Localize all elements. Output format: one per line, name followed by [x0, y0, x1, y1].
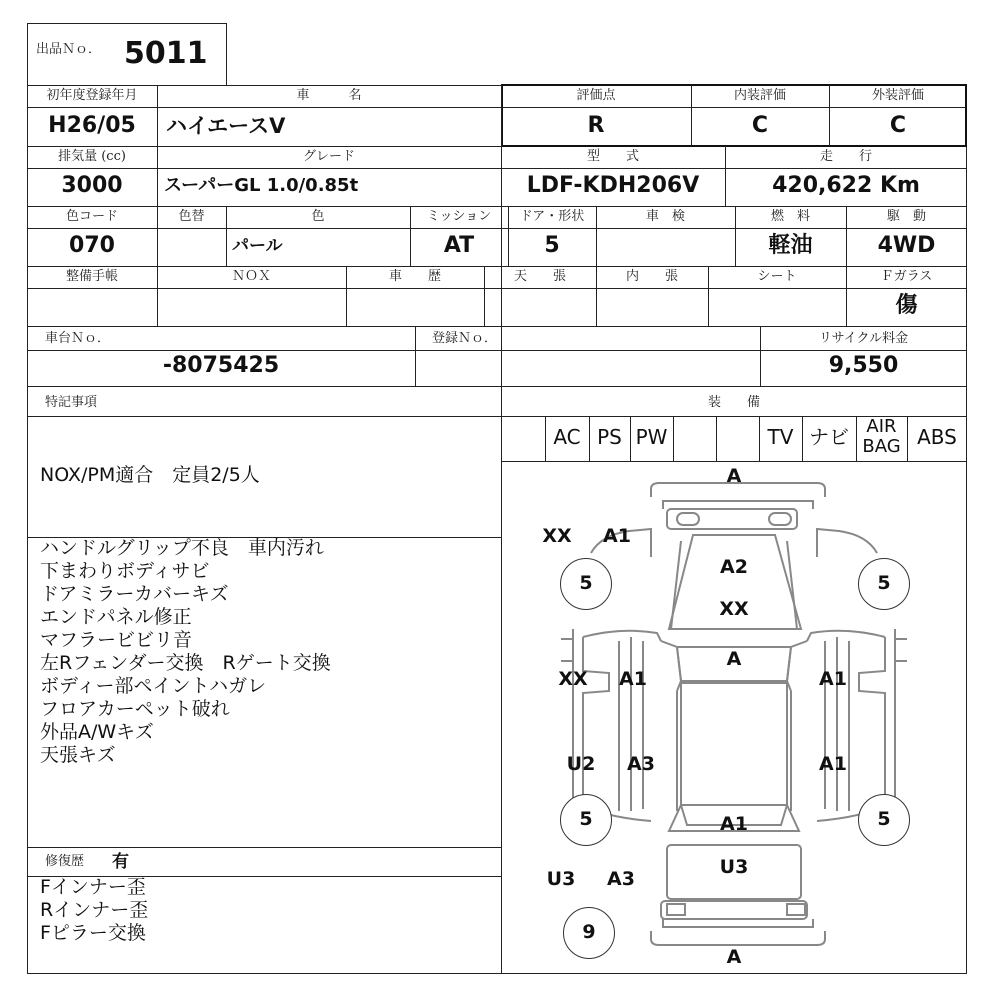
door-value: 5 — [544, 233, 560, 258]
history-label: 車 歴 — [388, 269, 441, 284]
recycle-value: 9,550 — [828, 353, 899, 378]
recycle-label: リサイクル料金 — [818, 331, 909, 346]
score-label: 評価点 — [576, 88, 616, 103]
fglass-label: Ｆガラス — [880, 269, 933, 284]
exterior-grade-label: 外装評価 — [871, 88, 924, 103]
grade-label: グレード — [302, 149, 355, 164]
first-reg-label: 初年度登録年月 — [46, 88, 138, 103]
color-label: 色 — [311, 209, 325, 224]
seat-label: シート — [757, 269, 797, 284]
damage-left-rear-2: A3 — [627, 753, 655, 775]
chassis-value: -8075425 — [162, 353, 280, 378]
equip-tv: TV — [767, 425, 794, 449]
damage-rear-lower: A1 — [720, 813, 748, 835]
damage-hood-1: A2 — [720, 556, 748, 578]
model-value: LDF-KDH206V — [526, 173, 700, 198]
note-line: ハンドルグリップ不良 車内汚れ — [40, 537, 324, 559]
equipment-label: 装 備 — [707, 395, 760, 410]
mission-label: ミッション — [426, 209, 492, 224]
fuel-label: 燃 料 — [770, 209, 810, 224]
damage-right-door: A1 — [819, 668, 847, 690]
tire-rear-left: 5 — [560, 794, 612, 846]
damage-right-rear: A1 — [819, 753, 847, 775]
equip-abs: ABS — [917, 425, 957, 449]
exterior-grade-value: C — [889, 113, 907, 138]
repair-line: Fインナー歪 — [40, 876, 146, 898]
displacement-value: 3000 — [61, 173, 123, 198]
tire-front-left: 5 — [560, 558, 612, 610]
equip-airbag: AIR BAG — [862, 416, 901, 457]
car-name-label: 車 名 — [296, 88, 362, 103]
damage-hood-2: XX — [719, 598, 749, 620]
repair-line: Fピラー交換 — [40, 922, 146, 944]
equip-pw: PW — [635, 425, 668, 449]
mileage-value: 420,622 Km — [772, 173, 920, 198]
damage-front-bumper: A — [726, 465, 742, 487]
color-code-value: 070 — [69, 233, 115, 258]
spare-tire: 9 — [563, 907, 615, 959]
equip-navi: ナビ — [809, 425, 849, 449]
displacement-label: 排気量 (cc) — [58, 149, 126, 164]
note-line: 左Rフェンダー交換 Rゲート交換 — [40, 652, 331, 674]
drive-label: 駆 動 — [886, 209, 926, 224]
damage-left-door-2: A1 — [619, 668, 647, 690]
damage-left-rear-1: U2 — [566, 753, 596, 775]
lot-number-box — [27, 23, 227, 85]
note-line: エンドパネル修正 — [40, 606, 192, 628]
note-line: ボディー部ペイントハガレ — [40, 675, 267, 697]
equip-ps: PS — [597, 425, 622, 449]
car-name-value: ハイエースV — [166, 114, 286, 138]
color-code-label: 色コード — [65, 209, 118, 224]
note-line: マフラービビリ音 — [40, 629, 193, 651]
interior-grade-value: C — [751, 113, 769, 138]
inspection-label: 車 検 — [645, 209, 685, 224]
damage-rear-left-2: A3 — [607, 868, 635, 890]
nox-label: ＮＯＸ — [231, 269, 271, 284]
model-label: 型 式 — [586, 149, 639, 164]
repair-history-label: 修復歴 — [45, 854, 85, 869]
damage-front-left-1: XX — [542, 525, 572, 547]
maintenance-label: 整備手帳 — [65, 269, 118, 284]
note-line: 天張キズ — [40, 744, 116, 766]
mission-value: AT — [443, 233, 475, 258]
note-line: フロアカーペット破れ — [40, 698, 230, 720]
color-change-label: 色替 — [178, 209, 205, 224]
tire-front-right: 5 — [858, 558, 910, 610]
damage-rear-bumper: A — [726, 946, 742, 968]
equip-ac: AC — [553, 425, 581, 449]
note-line: 外品A/Wキズ — [40, 721, 154, 743]
damage-rear-left-1: U3 — [546, 868, 576, 890]
notes-label: 特記事項 — [45, 395, 98, 410]
registration-label: 登録Ｎｏ． — [432, 331, 498, 346]
repair-history-value: 有 — [112, 852, 129, 872]
door-label: ドア・形状 — [519, 209, 585, 224]
lot-number-label: 出品Ｎｏ． — [36, 42, 102, 57]
damage-rear-gate: U3 — [719, 856, 749, 878]
score-value: R — [587, 113, 605, 138]
fuel-value: 軽油 — [768, 233, 813, 258]
repair-line: Rインナー歪 — [40, 899, 149, 921]
drive-value: 4WD — [877, 233, 936, 258]
color-value: パール — [232, 236, 283, 256]
first-reg-value: H26/05 — [48, 113, 136, 138]
interior-trim-label: 内 張 — [625, 269, 678, 284]
tire-rear-right: 5 — [858, 794, 910, 846]
note-line: 下まわりボディサビ — [40, 560, 210, 582]
roof-label: 天 張 — [513, 269, 566, 284]
note-line: ドアミラーカバーキズ — [40, 583, 229, 605]
damage-left-door-1: XX — [558, 668, 588, 690]
damage-front-left-2: A1 — [603, 525, 631, 547]
interior-grade-label: 内装評価 — [733, 88, 786, 103]
mileage-label: 走 行 — [819, 149, 872, 164]
damage-windshield: A — [726, 648, 742, 670]
chassis-label: 車台Ｎｏ． — [45, 331, 111, 346]
lot-number: 5011 — [124, 36, 208, 71]
grade-value: スーパーGL 1.0/0.85t — [164, 175, 359, 196]
fglass-value: 傷 — [895, 293, 918, 318]
notes-top: NOX/PM適合 定員2/5人 — [40, 464, 260, 486]
